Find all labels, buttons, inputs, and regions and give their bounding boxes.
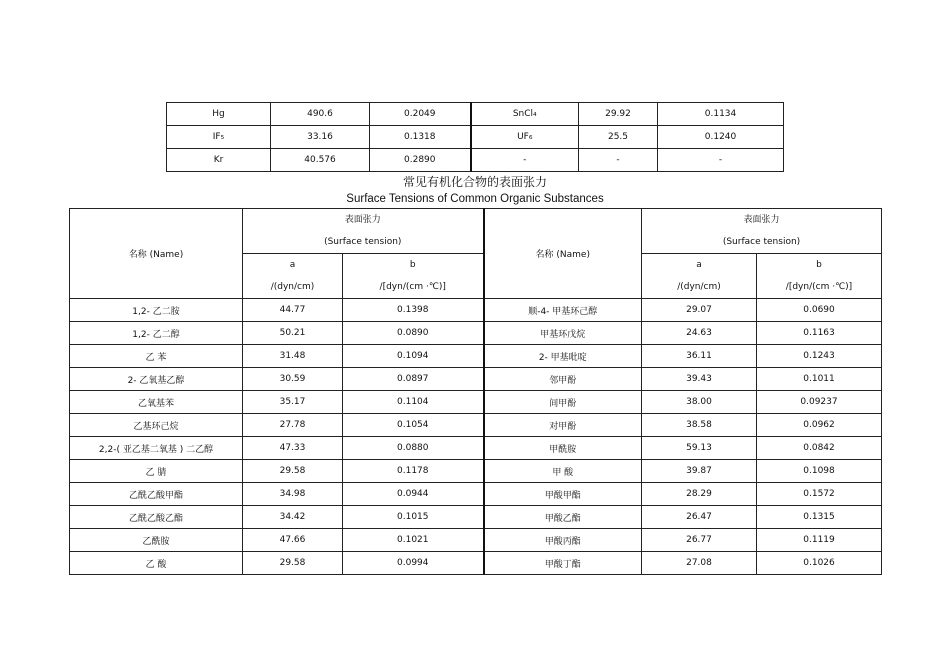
substance-name: 邻甲酚	[484, 368, 642, 391]
table-row	[70, 483, 882, 506]
substance-name: 乙酰乙酸甲酯	[70, 483, 243, 506]
value-b: 0.1240	[658, 126, 784, 149]
substance-name: 甲酰胺	[484, 437, 642, 460]
value-b: 0.1572	[757, 483, 882, 506]
value-b: 0.1015	[343, 506, 484, 529]
value-b: 0.1104	[343, 391, 484, 414]
header-a-unit: /(dyn/cm)	[677, 282, 721, 292]
table-row	[70, 552, 882, 575]
value-a: 47.33	[243, 437, 343, 460]
value-b: 0.0962	[757, 414, 882, 437]
table-row	[70, 529, 882, 552]
value-b: 0.2049	[370, 103, 471, 126]
value-b: 0.1318	[370, 126, 471, 149]
table-row	[70, 322, 882, 345]
substance-name: 2- 乙氧基乙醇	[70, 368, 243, 391]
substance-name: 甲酸甲酯	[484, 483, 642, 506]
value-a: 39.43	[642, 368, 757, 391]
header-surface-tension	[642, 209, 882, 254]
value-b: 0.09237	[757, 391, 882, 414]
value-b: 0.1163	[757, 322, 882, 345]
header-a	[642, 254, 757, 299]
value-b: 0.0890	[343, 322, 484, 345]
substance-name: 2,2-( 亚乙基二氧基 ) 二乙醇	[70, 437, 243, 460]
header-name: 名称 (Name)	[484, 209, 642, 299]
header-a-label: a	[696, 260, 702, 270]
value-b: 0.0690	[757, 299, 882, 322]
substance-name: 对甲酚	[484, 414, 642, 437]
inorganic-table	[166, 102, 784, 172]
table-row	[70, 368, 882, 391]
value-a: 26.77	[642, 529, 757, 552]
value-b: 0.1119	[757, 529, 882, 552]
value-b: 0.0842	[757, 437, 882, 460]
value-a: 490.6	[271, 103, 370, 126]
header-a-label: a	[289, 260, 296, 270]
substance-name: 乙基环己烷	[70, 414, 243, 437]
substance-name: 乙酰乙酸乙酯	[70, 506, 243, 529]
substance-name: 乙 酸	[70, 552, 243, 575]
value-a: 29.58	[243, 552, 343, 575]
header-a-unit: /(dyn/cm)	[270, 282, 315, 292]
substance-name: 甲酸丙酯	[484, 529, 642, 552]
header-b-label: b	[816, 260, 822, 270]
table-row	[70, 299, 882, 322]
substance-name: Kr	[167, 149, 271, 172]
substance-name: 1,2- 乙二醇	[70, 322, 243, 345]
value-b: 0.1054	[343, 414, 484, 437]
value-a: 40.576	[271, 149, 370, 172]
value-b: 0.1011	[757, 368, 882, 391]
header-b	[757, 254, 882, 299]
table-row	[70, 506, 882, 529]
header-st-cn: 表面张力	[344, 215, 381, 225]
header-b	[343, 254, 484, 299]
value-a: 59.13	[642, 437, 757, 460]
value-b: 0.1178	[343, 460, 484, 483]
value-a: 38.58	[642, 414, 757, 437]
substance-name: 间甲酚	[484, 391, 642, 414]
value-a: 47.66	[243, 529, 343, 552]
value-a: 29.07	[642, 299, 757, 322]
value-a: 28.29	[642, 483, 757, 506]
value-b: 0.0994	[343, 552, 484, 575]
substance-name: 乙 苯	[70, 345, 243, 368]
organic-table	[69, 208, 882, 575]
value-b: 0.1098	[757, 460, 882, 483]
value-a: 25.5	[579, 126, 658, 149]
table-row	[70, 460, 882, 483]
value-a: 30.59	[243, 368, 343, 391]
value-a: 35.17	[243, 391, 343, 414]
value-b: 0.1094	[343, 345, 484, 368]
value-a: -	[579, 149, 658, 172]
value-a: 29.58	[243, 460, 343, 483]
header-a	[243, 254, 343, 299]
value-b: 0.0880	[343, 437, 484, 460]
table-row	[70, 391, 882, 414]
value-a: 33.16	[271, 126, 370, 149]
value-a: 44.77	[243, 299, 343, 322]
value-b: 0.1243	[757, 345, 882, 368]
value-a: 29.92	[579, 103, 658, 126]
substance-name: 乙氧基苯	[70, 391, 243, 414]
value-b: 0.1026	[757, 552, 882, 575]
header-b-unit: /[dyn/(cm ·℃)]	[379, 282, 446, 292]
substance-name: 乙酰胺	[70, 529, 243, 552]
value-b: 0.0944	[343, 483, 484, 506]
table-row	[167, 149, 784, 172]
value-a: 24.63	[642, 322, 757, 345]
substance-name: 2- 甲基吡啶	[484, 345, 642, 368]
value-a: 34.98	[243, 483, 343, 506]
value-b: -	[658, 149, 784, 172]
value-b: 0.1398	[343, 299, 484, 322]
substance-name: IF₅	[167, 126, 271, 149]
table-row	[70, 437, 882, 460]
substance-name: 甲酸丁酯	[484, 552, 642, 575]
substance-name: 1,2- 乙二胺	[70, 299, 243, 322]
header-name: 名称 (Name)	[70, 209, 243, 299]
substance-name: Hg	[167, 103, 271, 126]
value-a: 27.08	[642, 552, 757, 575]
substance-name: SnCl₄	[471, 103, 579, 126]
value-b: 0.2890	[370, 149, 471, 172]
value-a: 50.21	[243, 322, 343, 345]
value-a: 36.11	[642, 345, 757, 368]
substance-name: 顺-4- 甲基环己醇	[484, 299, 642, 322]
header-surface-tension	[243, 209, 484, 254]
value-b: 0.0897	[343, 368, 484, 391]
value-a: 31.48	[243, 345, 343, 368]
substance-name: 乙 腈	[70, 460, 243, 483]
value-a: 38.00	[642, 391, 757, 414]
value-a: 27.78	[243, 414, 343, 437]
table-row	[70, 414, 882, 437]
substance-name: 甲 酸	[484, 460, 642, 483]
header-b-label: b	[409, 260, 416, 270]
header-st-cn: 表面张力	[743, 215, 780, 225]
table-title-chinese: 常见有机化合物的表面张力	[402, 175, 547, 189]
substance-name: UF₆	[471, 126, 579, 149]
substance-name: 甲酸乙酯	[484, 506, 642, 529]
value-a: 39.87	[642, 460, 757, 483]
table-row	[167, 103, 784, 126]
table-title-english: Surface Tensions of Common Organic Substances	[346, 193, 604, 205]
value-b: 0.1315	[757, 506, 882, 529]
substance-name: 甲基环戊烷	[484, 322, 642, 345]
header-st-en: (Surface tension)	[722, 237, 801, 247]
header-b-unit: /[dyn/(cm ·℃)]	[785, 282, 853, 292]
value-b: 0.1134	[658, 103, 784, 126]
table-row	[167, 126, 784, 149]
table-row	[70, 345, 882, 368]
value-a: 34.42	[243, 506, 343, 529]
substance-name: -	[471, 149, 579, 172]
value-a: 26.47	[642, 506, 757, 529]
header-st-en: (Surface tension)	[324, 237, 402, 247]
value-b: 0.1021	[343, 529, 484, 552]
